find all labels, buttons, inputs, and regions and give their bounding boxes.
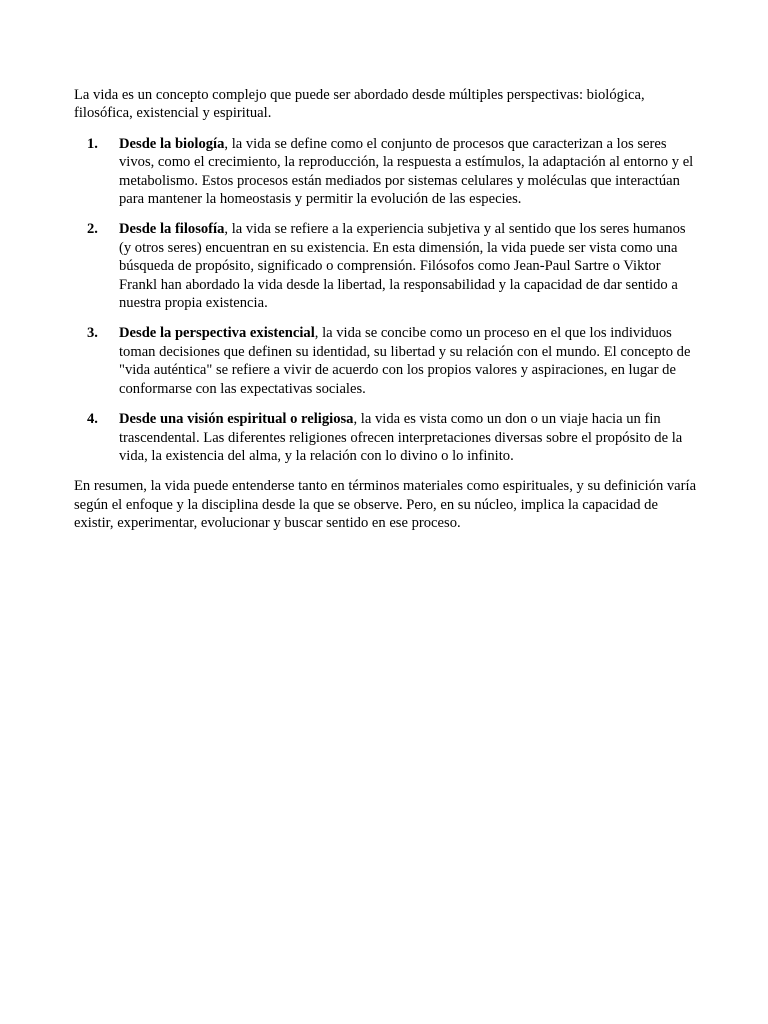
list-number: 3.	[87, 325, 98, 342]
conclusion-paragraph: En resumen, la vida puede entenderse tanto en términos materiales como espirituales, y su definición varía según el enfoque y la disciplina desde la que se observe. Pero, en su núcleo, implica la capacidad de existir, experimentar, evolucionar y buscar sentido en ese proceso.	[74, 478, 697, 532]
list-item-spiritual	[74, 410, 698, 465]
list-item-biology	[74, 135, 698, 209]
list-item-heading: Desde la filosofía	[119, 221, 225, 238]
list-item-text: , la vida es vista como un don o un viaje hacia un fin trascendental. Las diferentes religiones ofrecen interpretaciones diversas sobre el propósito de la vida, la existencia del alma, y la relación con lo divino o lo infinito.	[119, 411, 683, 464]
perspectives-list	[74, 135, 698, 466]
list-item-text: , la vida se concibe como un proceso en el que los individuos toman decisiones que definen su identidad, su libertad y su relación con el mundo. El concepto de "vida auténtica" se refiere a vivir de acuerdo con los propios valores y aspiraciones, en lugar de conformarse con las expectativas sociales.	[119, 325, 691, 397]
list-number: 2.	[87, 221, 98, 238]
list-number: 1.	[87, 135, 98, 152]
list-item-text: , la vida se refiere a la experiencia subjetiva y al sentido que los seres humanos (y otros seres) encuentran en su existencia. En esta dimensión, la vida puede ser vista como una búsqueda de propósito, significado o comprensión. Filósofos como Jean-Paul Sartre o Viktor Frankl han abordado la vida desde la libertad, la responsabilidad y la capacidad de dar sentido a nuestra propia existencia.	[119, 221, 686, 312]
list-number: 4.	[87, 411, 98, 428]
list-item-heading: Desde una visión espiritual o religiosa	[119, 411, 354, 428]
intro-paragraph: La vida es un concepto complejo que puede ser abordado desde múltiples perspectivas: biológica, filosófica, existencial y espiritual.	[74, 87, 645, 122]
list-item-heading: Desde la biología	[119, 135, 225, 152]
list-item-philosophy	[74, 220, 698, 312]
list-item-existential	[74, 324, 698, 398]
list-item-text: , la vida se define como el conjunto de procesos que caracterizan a los seres vivos, como el crecimiento, la reproducción, la respuesta a estímulos, la adaptación al entorno y el metabolismo. Estos procesos están mediados por sistemas celulares y moléculas que interactúan para mantener la homeostasis y permitir la evolución de las especies.	[119, 135, 694, 208]
document-page	[74, 86, 698, 533]
list-item-heading: Desde la perspectiva existencial	[119, 325, 315, 342]
